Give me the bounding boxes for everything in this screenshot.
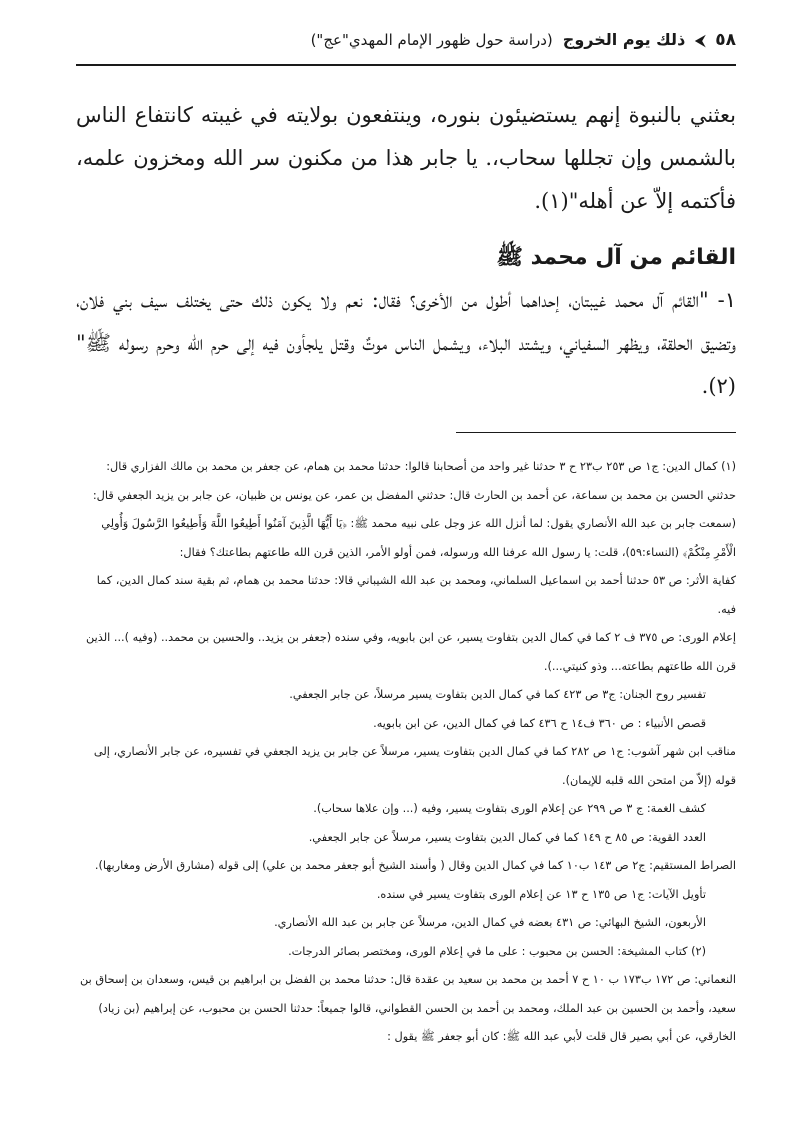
section-heading: القائم من آل محمد ﷺ [496, 245, 736, 270]
footnote-line: (١) كمال الدين: ج١ ص ٢٥٣ ب٢٣ ح ٣ حدثنا غير واحد من أصحابنا قالوا: حدثنا محمد بن همام، عن جعفر بن محمد بن مالك الفزاري قال: حدثني الحسن بن محمد بن سماعة، عن أحمد بن الحارث قال: حدثني المفضل بن عمر، عن يونس بن ظبيان، عن جابر بن يزيد الجعفي قال: (سمعت جابر بن عبد الله الأنصاري يقول: لما أنزل الله عز وجل على نبيه محمد ﷺ: ﴿يَا أَيُّهَا الَّذِينَ آمَنُوا أَطِيعُوا اللَّهَ وَأَطِيعُوا الرَّسُولَ وَأُولِي الْأَمْرِ مِنْكُمْ﴾ (النساء:٥٩)، قلت: يا رسول الله عرفنا الله ورسوله، فمن أولو الأمر، الذين قرن الله طاعتهم بطاعتك؟ فقال: [92, 460, 736, 559]
footnote-line: كشف الغمة: ج ٣ ص ٢٩٩ عن إعلام الورى بتفاوت يسير، وفيه (... وإن علاها سحاب). [313, 802, 706, 815]
body-text [76, 94, 736, 408]
paragraph: ١- "القائم آل محمد غيبتان، إحداهما أطول من الأخرى؟ فقال: نعم ولا يكون ذلك حتى يختلف سيف بني فلان، وتضيق الحلقة، ويظهر السفياني، ويشتد البلاء، ويشمل الناس موتٌ وقتل يلجأون فيه إلى حرم الله وحرم رسوله ﷺ"(٢). [76, 288, 736, 398]
footnote-line: الصراط المستقيم: ج٢ ص ١٤٣ ب١٠ كما في كمال الدين وقال ( وأسند الشيخ أبو جعفر محمد بن علي) إلى قوله (مشارق الأرض ومغاربها). [94, 859, 736, 872]
page-number: ٥٨ [715, 30, 736, 50]
footnote-line: قصص الأنبياء : ص ٣٦٠ ف١٤ ح ٤٣٦ كما في كمال الدين، عن ابن بابويه. [373, 716, 706, 730]
footnote-separator [456, 432, 736, 433]
footnote-line: تأويل الآيات: ج١ ص ١٣٥ ح ١٣ عن إعلام الورى بتفاوت يسير في سنده. [376, 887, 706, 901]
footnote-line: مناقب ابن شهر آشوب: ج١ ص ٢٨٢ كما في كمال الدين بتفاوت يسير، مرسلاً عن جابر بن يزيد الجعفي في تفسيره، عن جابر الأنصاري، إلى قوله (إلاّ من امتحن الله قلبه للإيمان). [93, 745, 736, 787]
footnote-line: تفسير روح الجنان: ج٣ ص ٤٢٣ كما في كمال الدين بتفاوت يسير مرسلاً، عن جابر الجعفي. [289, 688, 706, 701]
footnote-line: إعلام الورى: ص ٣٧٥ ف ٢ كما في كمال الدين بتفاوت يسير، عن ابن بابويه، وفي سنده (جعفر بن يزيد.. والحسين بن محمد.. (وفيه )... الذين قرن الله طاعتهم بطاعته... وذو كنيتي...). [86, 631, 736, 673]
footnote-line: (٢) كتاب المشيخة: الحسن بن محبوب : على ما في إعلام الورى، ومختصر بصائر الدرجات. [288, 944, 706, 958]
footnotes [76, 453, 736, 1052]
footnote-line: الأربعون، الشيخ البهائي: ص ٤٣١ بعضه في كمال الدين، مرسلاً عن جابر بن عبد الله الأنصاري. [274, 916, 706, 929]
footnote-line: كفاية الأثر: ص ٥٣ حدثنا أحمد بن اسماعيل السلماني، ومحمد بن عبد الله الشيباني قالا: حدثنا محمد بن همام، ثم بقية سند كمال الدين، كما فيه. [96, 574, 736, 616]
document-page [76, 30, 736, 1052]
page-header [76, 30, 736, 66]
book-subtitle: (دراسة حول ظهور الإمام المهدي"عج") [310, 31, 553, 49]
paragraph: بعثني بالنبوة إنهم يستضيئون بنوره، وينتفعون بولايته في غيبته كانتفاع الناس بالشمس وإن تجللها سحاب،. يا جابر هذا من مكنون سر الله ومخزون علمه، فأكتمه إلاّ عن أهله"(١). [76, 103, 736, 213]
book-title: ذلك يوم الخروج [562, 30, 686, 49]
footnote-line: النعماني: ص ١٧٢ ب١٧٣ ب ١٠ ح ٧ أحمد بن محمد بن سعيد بن عقدة قال: حدثنا محمد بن الفضل بن ابراهيم بن قيس، وسعدان بن إسحاق بن سعيد، وأحمد بن الحسين بن عبد الملك، ومحمد بن أحمد بن الحسن القطواني، قالوا جميعاً: حدثنا الحسن بن محبوب، عن إبراهيم (بن زياد) الخارقي، عن أبي بصير قال قلت لأبي عبد الله ﷺ: كان أبو جعفر ﷺ يقول : [80, 973, 736, 1043]
footnote-line: العدد القوية: ص ٨٥ ح ١٤٩ كما في كمال الدين بتفاوت يسير، مرسلاً عن جابر الجعفي. [308, 830, 706, 844]
arrow-icon: ⮜ [695, 33, 706, 49]
